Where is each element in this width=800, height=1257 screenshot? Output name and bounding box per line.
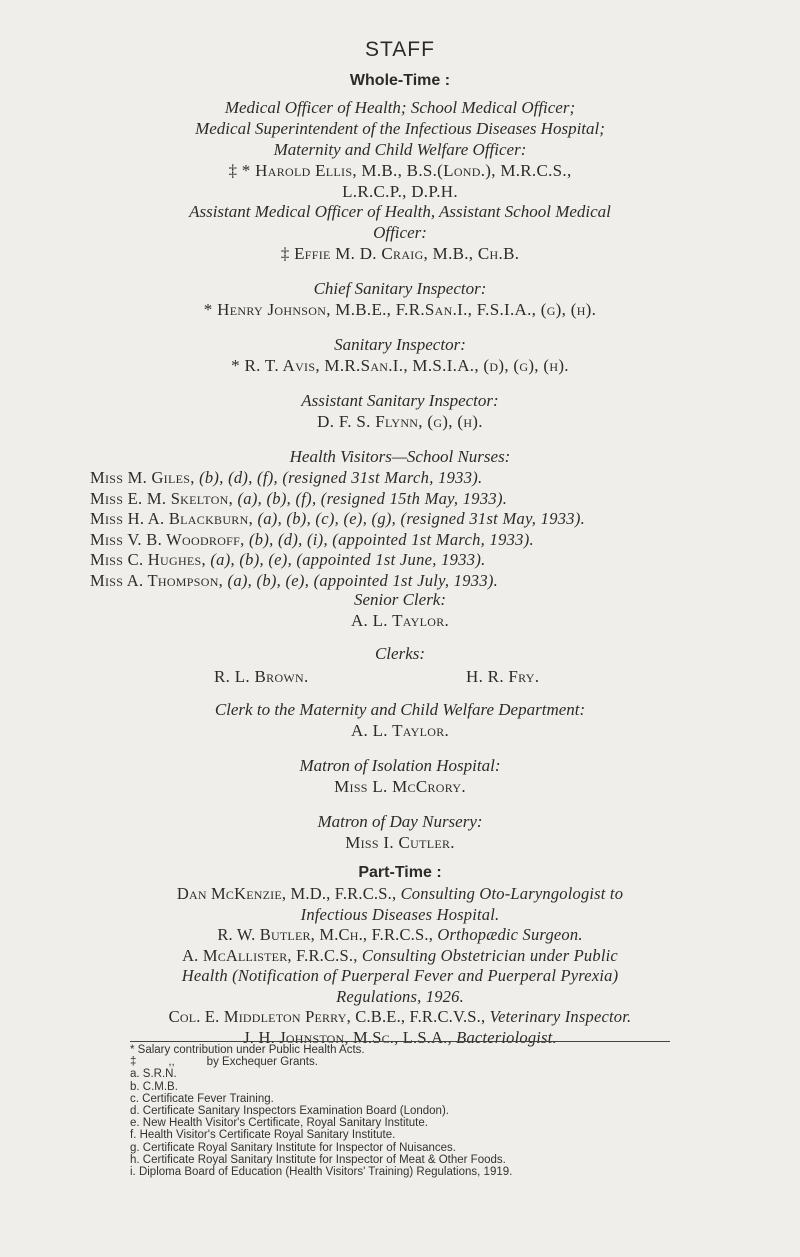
staff-name: ‡ Effie M. D. Craig, M.B., Ch.B. [280,244,520,263]
role-line: Assistant Medical Officer of Health, Assistant School Medical [189,202,611,221]
health-visitors-list [90,468,585,591]
list-item: Miss H. A. Blackburn, (a), (b), (c), (e), (g), (resigned 31st May, 1933). [90,509,586,528]
staff-name: * R. T. Avis, M.R.San.I., M.S.I.A., (d), (g), (h). [231,356,569,375]
footnote: f. Health Visitor's Certificate Royal Sanitary Institute. [130,1129,396,1142]
matron-day-entry [60,811,740,853]
staff-name: Miss L. McCrory. [334,777,466,796]
list-item: Regulations, 1926. [336,986,464,1006]
si-entry [60,334,740,376]
list-item: A. McAllister, F.R.C.S., Consulting Obstetrician under Public [182,945,618,965]
list-item: Dan McKenzie, M.D., F.R.C.S., Consulting Oto-Laryngologist to [176,884,624,903]
list-item: Infectious Diseases Hospital. [300,904,500,924]
clerks-heading [60,643,740,664]
staff-name: A. L. Taylor. [350,721,450,740]
role-line: Assistant Sanitary Inspector: [301,391,499,410]
staff-qualifications: L.R.C.P., D.P.H. [342,182,458,201]
whole-time-section [60,72,740,90]
staff-name: Miss I. Cutler. [345,833,455,852]
list-item: R. W. Butler, M.Ch., F.R.C.S., Orthopædic Surgeon. [217,925,583,944]
chief-si-entry [60,278,740,320]
footnote: h. Certificate Royal Sanitary Institute for Inspector of Meat & Other Foods. [130,1153,506,1166]
mcw-clerk-entry [60,699,740,741]
staff-name: ‡ * Harold Ellis, M.B., B.S.(Lond.), M.R.C.S., [228,161,572,180]
role-line: Health Visitors—School Nurses: [289,447,511,466]
list-item: J. H. Johnston, M.Sc., L.S.A., Bacteriologist. [243,1027,557,1047]
footnote: c. Certificate Fever Training. [130,1092,274,1105]
staff-name: * Henry Johnson, M.B.E., F.R.San.I., F.S.I.A., (g), (h). [203,300,597,319]
page-title: STAFF [365,38,435,61]
list-item: Miss M. Giles, (b), (d), (f), (resigned 31st March, 1933). [90,468,483,487]
footnote: a. S.R.N. [130,1068,177,1081]
role-line: Officer: [373,223,427,242]
role-line: Chief Sanitary Inspector: [313,279,487,298]
matron-iso-entry [60,755,740,797]
list-item: Health (Notification of Puerperal Fever and Puerperal Pyrexia) [181,966,619,985]
role-line: Medical Officer of Health; School Medical Officer; [224,98,576,117]
part-time-heading: Part-Time : [358,864,442,881]
list-item: Miss E. M. Skelton, (a), (b), (f), (resigned 15th May, 1933). [90,488,508,508]
staff-name: D. F. S. Flynn, (g), (h). [317,412,483,431]
senior-clerk-entry [60,589,740,631]
footnote: i. Diploma Board of Education (Health Visitors' Training) Regulations, 1919. [130,1166,513,1179]
role-line: Clerk to the Maternity and Child Welfare Department: [214,700,586,719]
role-line: Matron of Isolation Hospital: [299,756,501,775]
list-item: Miss V. B. Woodroff, (b), (d), (i), (appointed 1st March, 1933). [90,529,534,549]
footnote: d. Certificate Sanitary Inspectors Examination Board (London). [130,1105,449,1118]
role-line: Clerks: [374,644,426,663]
footnote-divider [130,1041,670,1042]
role-line: Matron of Day Nursery: [317,812,483,831]
list-item: Miss A. Thompson, (a), (b), (e), (appointed 1st July, 1933). [90,570,499,590]
staff-name: H. R. Fry. [466,667,540,686]
hv-heading [60,446,740,467]
role-line: Senior Clerk: [353,590,447,609]
asst-si-entry [60,390,740,432]
asst-moh-entry [60,201,740,264]
part-time-list [40,884,760,1048]
footnote: ‡ ,, by Exchequer Grants. [130,1056,318,1069]
list-item: Col. E. Middleton Perry, C.B.E., F.R.C.V.S., Veterinary Inspector. [168,1007,632,1026]
part-time-section [60,864,740,882]
staff-name: A. L. Taylor. [350,611,450,630]
footnotes [130,1044,730,1178]
moh-entry [60,97,740,202]
list-item: Miss C. Hughes, (a), (b), (e), (appointed 1st June, 1933). [90,550,486,569]
footnote: * Salary contribution under Public Health Acts. [130,1044,365,1056]
footnote: e. New Health Visitor's Certificate, Royal Sanitary Institute. [130,1117,428,1130]
role-line: Medical Superintendent of the Infectious Diseases Hospital; [195,119,605,138]
role-line: Maternity and Child Welfare Officer: [273,140,527,159]
footnote: b. C.M.B. [130,1080,178,1093]
footnote: g. Certificate Royal Sanitary Institute for Inspector of Nuisances. [130,1141,456,1154]
whole-time-heading: Whole-Time : [349,72,451,89]
staff-name: R. L. Brown. [214,667,309,686]
role-line: Sanitary Inspector: [334,335,466,354]
